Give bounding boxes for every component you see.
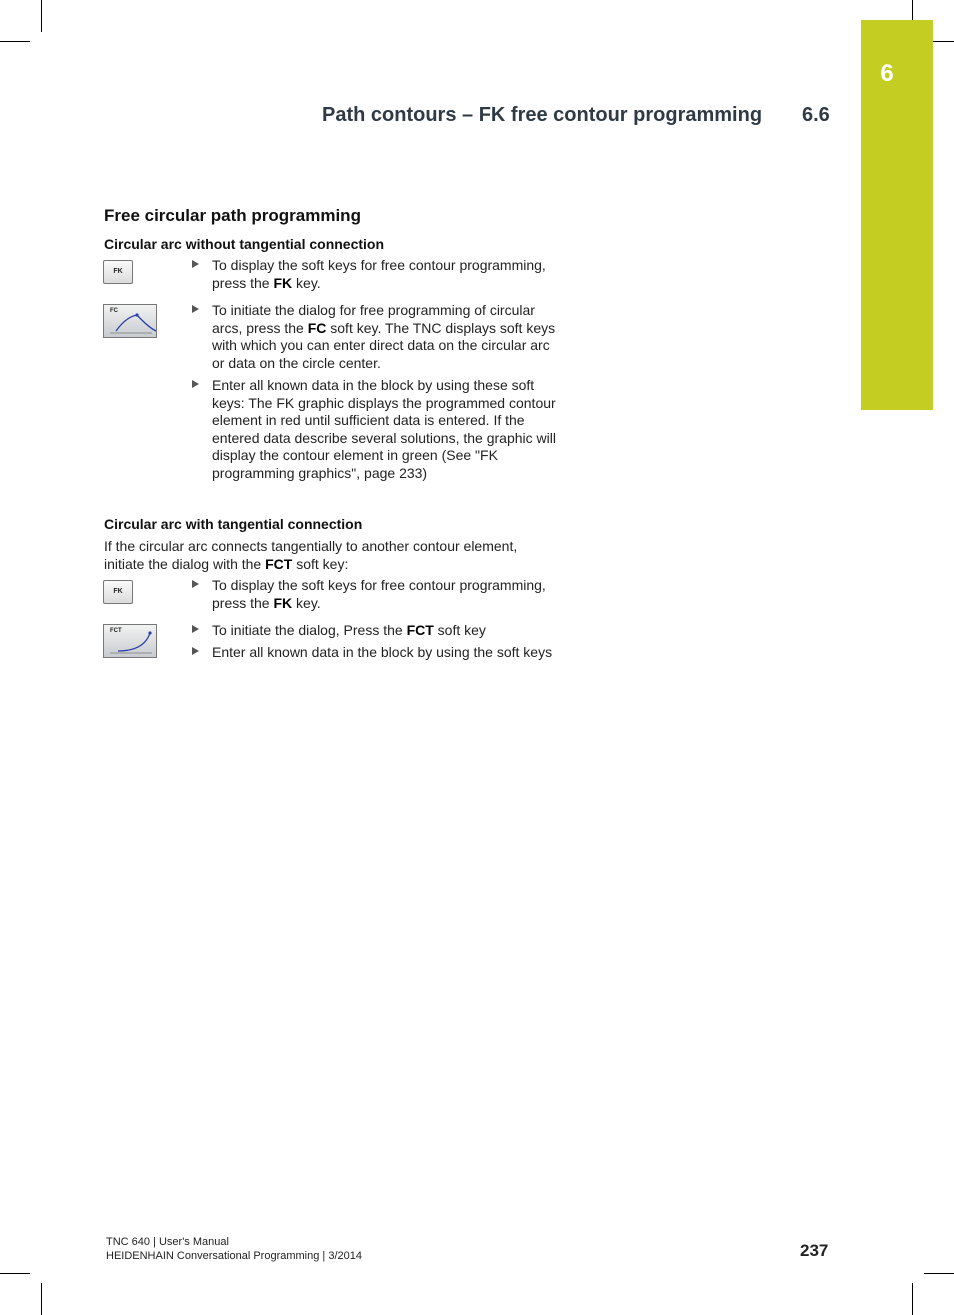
header-title: Path contours – FK free contour programming xyxy=(322,104,763,126)
bullet-arrow-icon xyxy=(192,647,199,655)
crop-mark xyxy=(912,1283,913,1315)
fct-softkey-icon: FCT xyxy=(103,624,157,658)
crop-mark xyxy=(912,0,913,20)
page-number: 237 xyxy=(800,1241,829,1260)
crop-mark xyxy=(0,1273,30,1274)
instruction-step: To display the soft keys for free contour programming, press the FK key. xyxy=(190,257,557,292)
arc-curve-icon xyxy=(104,305,158,339)
crop-mark xyxy=(924,1273,954,1274)
section-title: Free circular path programming xyxy=(104,206,361,225)
chapter-number: 6 xyxy=(880,60,894,87)
fc-softkey-icon: FC xyxy=(103,304,157,338)
instruction-step: To display the soft keys for free contour programming, press the FK key. xyxy=(190,577,557,612)
fk-key-icon: FK xyxy=(103,260,133,284)
chapter-tab xyxy=(861,20,933,410)
crop-mark xyxy=(41,0,42,32)
crop-mark xyxy=(933,41,954,42)
intro-paragraph: If the circular arc connects tangentially to another contour element, initiate the dialog with the FCT soft key: xyxy=(104,538,518,572)
footer-line1: TNC 640 | User's Manual xyxy=(106,1236,229,1248)
header-section-number: 6.6 xyxy=(802,104,830,126)
subsection-title-without-tangent: Circular arc without tangential connection xyxy=(104,236,385,252)
crop-mark xyxy=(0,41,30,42)
footer xyxy=(106,1235,362,1263)
instruction-step: Enter all known data in the block by using the soft keys xyxy=(190,644,557,662)
bullet-arrow-icon xyxy=(192,625,199,633)
crop-mark xyxy=(41,1283,42,1315)
running-header xyxy=(322,104,830,127)
instruction-step: To initiate the dialog for free programming of circular arcs, press the FC soft key. The TNC displays soft keys with which you can enter direct data on the circular arc or data on the circle center. xyxy=(190,302,557,372)
instruction-step: Enter all known data in the block by using these soft keys: The FK graphic displays the programmed contour element in red until sufficient data is entered. If the entered data describe several solutions, the graphic will display the contour element in green (See "FK programming graphics", page 233) xyxy=(190,377,557,482)
bullet-arrow-icon xyxy=(192,580,199,588)
bullet-arrow-icon xyxy=(192,305,199,313)
subsection-title-with-tangent: Circular arc with tangential connection xyxy=(104,516,363,532)
bullet-arrow-icon xyxy=(192,380,199,388)
tangent-arc-icon xyxy=(104,625,158,659)
bullet-arrow-icon xyxy=(192,260,199,268)
fk-key-icon: FK xyxy=(103,580,133,604)
instruction-step: To initiate the dialog, Press the FCT soft key xyxy=(190,622,557,640)
footer-line2: HEIDENHAIN Conversational Programming | 3/2014 xyxy=(106,1250,362,1262)
